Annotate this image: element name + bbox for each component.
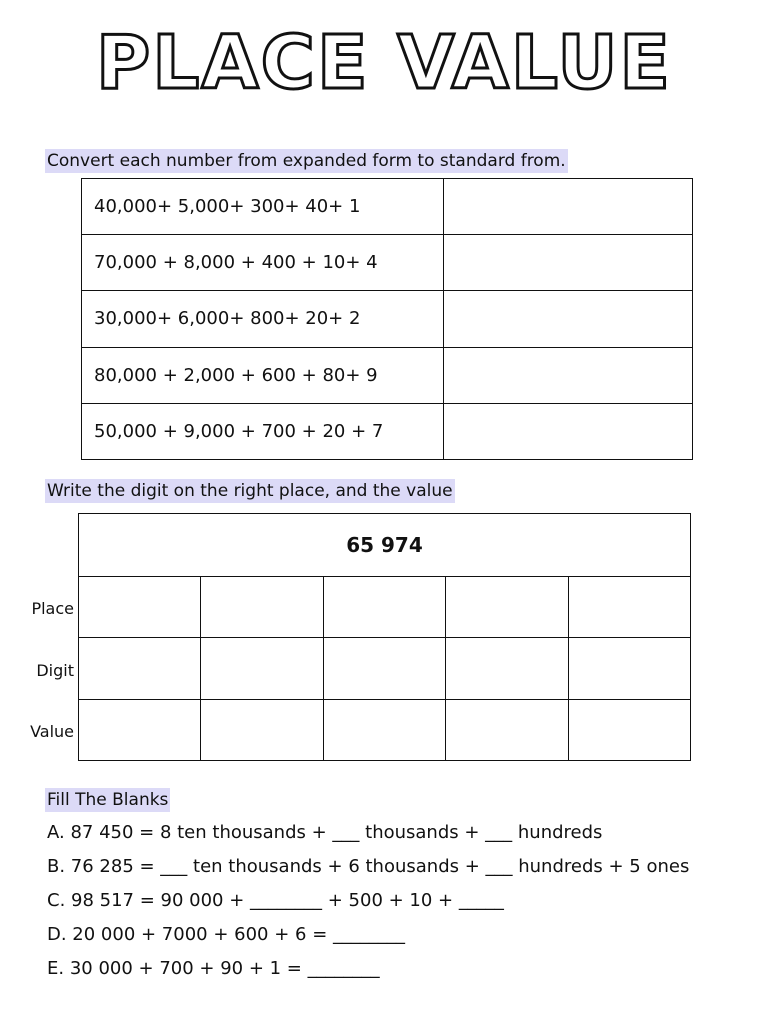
value-cell[interactable] [568, 699, 690, 760]
expanded-form-cell: 30,000+ 6,000+ 800+ 20+ 2 [82, 291, 444, 347]
place-cell[interactable] [79, 577, 201, 638]
worksheet-title: PLACE VALUE [96, 20, 672, 106]
section1-instruction: Convert each number from expanded form to standard from. [47, 151, 566, 171]
expanded-form-table [81, 178, 693, 460]
section2-instruction: Write the digit on the right place, and the value [47, 481, 453, 501]
digit-cell[interactable] [323, 638, 445, 699]
row-label-digit: Digit [36, 661, 74, 680]
fill-blank-item-e: E. 30 000 + 700 + 90 + 1 = ________ [47, 958, 380, 979]
digit-cell[interactable] [568, 638, 690, 699]
fill-blank-item-d: D. 20 000 + 7000 + 600 + 6 = ________ [47, 924, 406, 945]
place-cell[interactable] [323, 577, 445, 638]
table-row [82, 403, 693, 459]
table-row-place [79, 577, 691, 638]
fill-blank-item-c: C. 98 517 = 90 000 + ________ + 500 + 10 + _____ [47, 890, 504, 911]
digit-cell[interactable] [79, 638, 201, 699]
expanded-form-cell: 80,000 + 2,000 + 600 + 80+ 9 [82, 347, 444, 403]
expanded-form-cell: 70,000 + 8,000 + 400 + 10+ 4 [82, 235, 444, 291]
table-row [82, 291, 693, 347]
fill-blank-item-a: A. 87 450 = 8 ten thousands + ___ thousands + ___ hundreds [47, 822, 603, 843]
value-cell[interactable] [201, 699, 323, 760]
answer-cell[interactable] [444, 291, 693, 347]
place-value-table [78, 513, 691, 761]
table-row-value [79, 699, 691, 760]
place-cell[interactable] [201, 577, 323, 638]
place-cell[interactable] [446, 577, 568, 638]
table-row-digit [79, 638, 691, 699]
value-cell[interactable] [446, 699, 568, 760]
answer-cell[interactable] [444, 403, 693, 459]
table-row [79, 514, 691, 577]
digit-cell[interactable] [446, 638, 568, 699]
table-row [82, 347, 693, 403]
table-row [82, 179, 693, 235]
answer-cell[interactable] [444, 179, 693, 235]
fill-blank-item-b: B. 76 285 = ___ ten thousands + 6 thousands + ___ hundreds + 5 ones [47, 856, 690, 877]
table-row [82, 235, 693, 291]
row-label-place: Place [31, 599, 74, 618]
answer-cell[interactable] [444, 347, 693, 403]
value-cell[interactable] [79, 699, 201, 760]
expanded-form-cell: 40,000+ 5,000+ 300+ 40+ 1 [82, 179, 444, 235]
place-cell[interactable] [568, 577, 690, 638]
expanded-form-cell: 50,000 + 9,000 + 700 + 20 + 7 [82, 403, 444, 459]
digit-cell[interactable] [201, 638, 323, 699]
row-label-value: Value [30, 722, 74, 741]
value-cell[interactable] [323, 699, 445, 760]
section3-heading: Fill The Blanks [47, 790, 169, 810]
target-number: 65 974 [79, 514, 691, 577]
answer-cell[interactable] [444, 235, 693, 291]
